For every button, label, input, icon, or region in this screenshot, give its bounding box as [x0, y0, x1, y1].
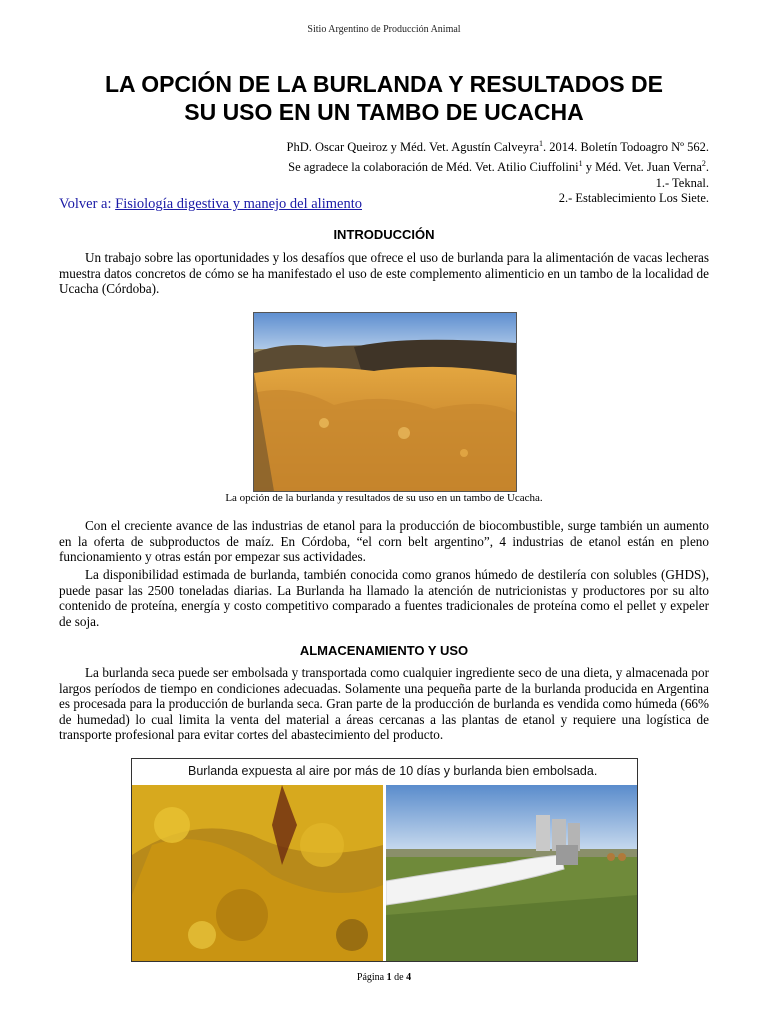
burlanda-pile-photo [253, 312, 517, 492]
author-line-1 [69, 136, 709, 156]
acknowledgement-text: Se agradece la colaboración de Méd. Vet. Atilio Ciuffolini [288, 159, 579, 174]
period: . [705, 159, 709, 174]
photo-caption: La opción de la burlanda y resultados de su uso en un tambo de Ucacha. [225, 492, 543, 504]
burlanda-pile-image [254, 313, 516, 491]
figure-banner: Burlanda expuesta al aire por más de 10 días y burlanda bien embolsada. [188, 764, 598, 778]
paragraph-storage: La burlanda seca puede ser embolsada y transportada como cualquier ingrediente seco de una dieta, y almacenada por largos períodos de tiempo en condiciones adecuadas. Solamente una pequeña parte de la burlanda producida en Argentina es procesada para la producción de burlanda seca. Gran parte de la producción de burlanda es vendida como húmeda (66% de humedad) lo cual limita la venta del material a áreas cercanas a las plantas de etanol y requiere una logística de transporte profesional para evitar cortes del abastecimiento del producto. [59, 665, 709, 743]
bagged-burlanda-photo [386, 785, 637, 961]
intro-paragraph: Un trabajo sobre las oportunidades y los desafíos que ofrece el uso de burlanda para la alimentación de vacas lecheras muestra datos concretos de cómo se ha manifestado el uso de este complemento alimenticio en un tambo de la localidad de Ucacha (Córdoba). [59, 250, 709, 297]
document-title [40, 70, 728, 126]
title-line-2: SU USO EN UN TAMBO DE UCACHA [184, 99, 584, 125]
affiliation-1: 1.- Teknal. [655, 175, 709, 190]
paragraph-ethanol: Con el creciente avance de las industrias de etanol para la producción de biocombustible, surge también un aumento en la oferta de subproductos de maíz. En Córdoba, “el corn belt argentino”, 4 industrias de etanol están en pleno funcionamiento y otras están por empezar sus actividades. [59, 518, 709, 565]
storage-comparison-figure [131, 758, 638, 962]
affiliation-sup: 1 [539, 139, 544, 148]
acknowledgement-text-2: y Méd. Vet. Juan Verna [582, 159, 702, 174]
back-link-row [59, 196, 362, 213]
affiliation-sup: 2 [701, 158, 706, 168]
storage-heading: ALMACENAMIENTO Y USO [299, 643, 469, 658]
back-link[interactable]: Fisiología digestiva y manejo del alimento [115, 196, 362, 212]
affiliation-sup: 1 [578, 158, 583, 168]
total-pages: 4 [406, 972, 412, 983]
exposed-burlanda-photo [132, 785, 383, 961]
paragraph-availability: La disponibilidad estimada de burlanda, también conocida como granos húmedo de destilería con solubles (GHDS), puede pasar las 2500 toneladas diarias. La Burlanda ha llamado la atención de nutricionistas y productores por su alto contenido de proteína, energía y costo competitivo comparado a fuentes tradicionales de proteína como el pellet y expeler de soja. [59, 567, 709, 629]
title-line-1: LA OPCIÓN DE LA BURLANDA Y RESULTADOS DE [105, 71, 663, 97]
bagged-burlanda-image [386, 785, 637, 961]
intro-heading: INTRODUCCIÓN [333, 227, 435, 242]
author-line-2 [69, 156, 709, 176]
authors-names: PhD. Oscar Queiroz y Méd. Vet. Agustín Calveyra [286, 140, 540, 155]
exposed-burlanda-image [132, 785, 383, 961]
back-link-prefix: Volver a: [59, 196, 116, 212]
current-page: 1 [386, 972, 392, 983]
page-footer [0, 972, 768, 983]
citation-text: . 2014. Boletín Todoagro Nº 562. [543, 140, 709, 155]
affiliation-2: 2.- Establecimiento Los Siete. [558, 191, 709, 206]
footer-mid: de [391, 972, 407, 983]
footer-prefix: Página [356, 972, 387, 983]
site-header: Sitio Argentino de Producción Animal [307, 24, 461, 35]
